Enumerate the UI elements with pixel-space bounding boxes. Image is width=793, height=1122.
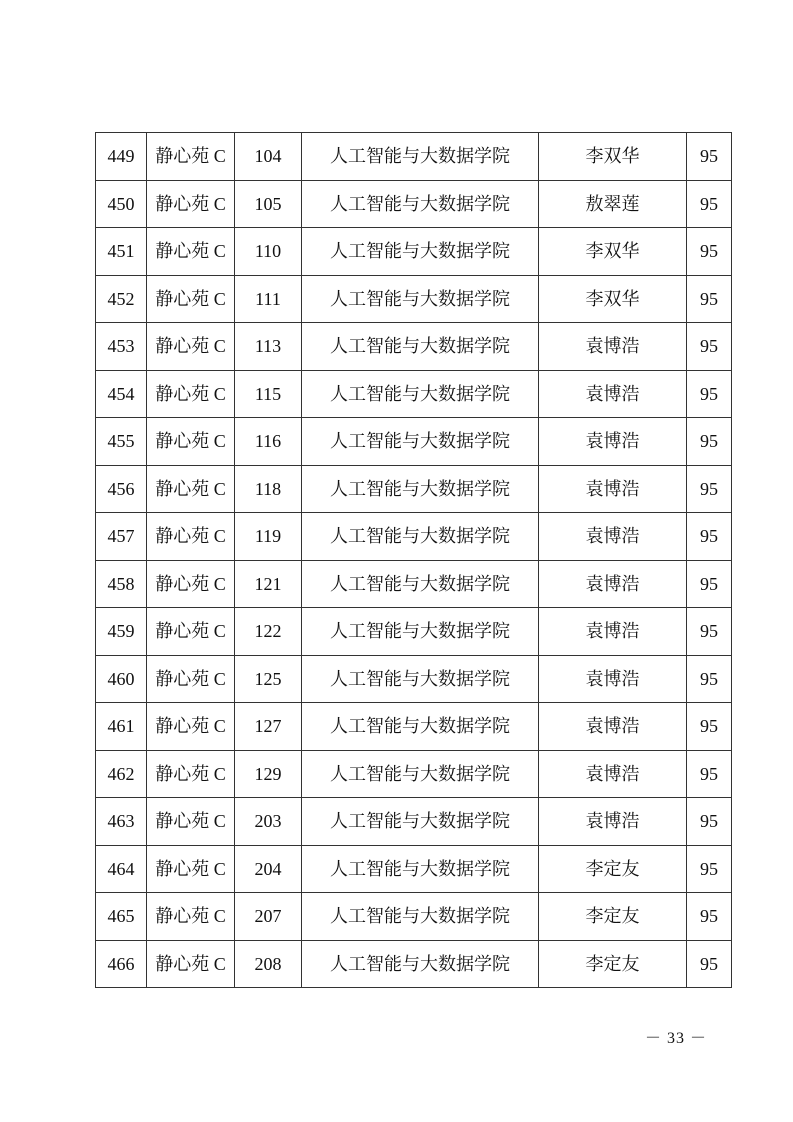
room-number-cell: 111 — [235, 275, 302, 323]
name-cell: 袁博浩 — [539, 418, 687, 466]
college-cell: 人工智能与大数据学院 — [302, 798, 539, 846]
row-number-cell: 457 — [96, 513, 147, 561]
score-cell: 95 — [687, 323, 732, 371]
name-cell: 李定友 — [539, 940, 687, 988]
page-number: － 33 － — [645, 1030, 708, 1047]
table-row — [96, 845, 732, 893]
room-number-cell: 104 — [235, 133, 302, 181]
college-cell: 人工智能与大数据学院 — [302, 180, 539, 228]
name-cell: 李定友 — [539, 845, 687, 893]
row-number-cell: 450 — [96, 180, 147, 228]
table-row — [96, 893, 732, 941]
name-cell: 李定友 — [539, 893, 687, 941]
building-cell: 静心苑 C — [147, 893, 235, 941]
name-cell: 袁博浩 — [539, 370, 687, 418]
score-cell: 95 — [687, 703, 732, 751]
table-row — [96, 418, 732, 466]
row-number-cell: 459 — [96, 608, 147, 656]
building-cell: 静心苑 C — [147, 465, 235, 513]
college-cell: 人工智能与大数据学院 — [302, 370, 539, 418]
score-cell: 95 — [687, 465, 732, 513]
building-cell: 静心苑 C — [147, 560, 235, 608]
college-cell: 人工智能与大数据学院 — [302, 655, 539, 703]
score-cell: 95 — [687, 370, 732, 418]
row-number-cell: 452 — [96, 275, 147, 323]
score-cell: 95 — [687, 655, 732, 703]
college-cell: 人工智能与大数据学院 — [302, 608, 539, 656]
row-number-cell: 460 — [96, 655, 147, 703]
building-cell: 静心苑 C — [147, 750, 235, 798]
table-row — [96, 750, 732, 798]
college-cell: 人工智能与大数据学院 — [302, 275, 539, 323]
room-number-cell: 113 — [235, 323, 302, 371]
name-cell: 袁博浩 — [539, 608, 687, 656]
score-cell: 95 — [687, 133, 732, 181]
name-cell: 袁博浩 — [539, 465, 687, 513]
row-number-cell: 449 — [96, 133, 147, 181]
building-cell: 静心苑 C — [147, 703, 235, 751]
score-cell: 95 — [687, 750, 732, 798]
building-cell: 静心苑 C — [147, 655, 235, 703]
room-number-cell: 116 — [235, 418, 302, 466]
college-cell: 人工智能与大数据学院 — [302, 560, 539, 608]
building-cell: 静心苑 C — [147, 275, 235, 323]
row-number-cell: 461 — [96, 703, 147, 751]
table-row — [96, 655, 732, 703]
row-number-cell: 465 — [96, 893, 147, 941]
name-cell: 李双华 — [539, 228, 687, 276]
table-row — [96, 133, 732, 181]
table-row — [96, 228, 732, 276]
room-number-cell: 129 — [235, 750, 302, 798]
row-number-cell: 451 — [96, 228, 147, 276]
table-row — [96, 323, 732, 371]
college-cell: 人工智能与大数据学院 — [302, 940, 539, 988]
name-cell: 袁博浩 — [539, 560, 687, 608]
score-cell: 95 — [687, 893, 732, 941]
name-cell: 李双华 — [539, 275, 687, 323]
room-number-cell: 203 — [235, 798, 302, 846]
building-cell: 静心苑 C — [147, 513, 235, 561]
building-cell: 静心苑 C — [147, 323, 235, 371]
college-cell: 人工智能与大数据学院 — [302, 703, 539, 751]
row-number-cell: 453 — [96, 323, 147, 371]
room-number-cell: 125 — [235, 655, 302, 703]
score-cell: 95 — [687, 513, 732, 561]
row-number-cell: 458 — [96, 560, 147, 608]
table-row — [96, 608, 732, 656]
building-cell: 静心苑 C — [147, 228, 235, 276]
table-row — [96, 370, 732, 418]
name-cell: 袁博浩 — [539, 703, 687, 751]
score-cell: 95 — [687, 228, 732, 276]
college-cell: 人工智能与大数据学院 — [302, 513, 539, 561]
building-cell: 静心苑 C — [147, 180, 235, 228]
room-number-cell: 121 — [235, 560, 302, 608]
dormitory-score-table — [95, 132, 732, 988]
name-cell: 袁博浩 — [539, 323, 687, 371]
building-cell: 静心苑 C — [147, 418, 235, 466]
row-number-cell: 462 — [96, 750, 147, 798]
building-cell: 静心苑 C — [147, 940, 235, 988]
college-cell: 人工智能与大数据学院 — [302, 750, 539, 798]
building-cell: 静心苑 C — [147, 798, 235, 846]
building-cell: 静心苑 C — [147, 370, 235, 418]
row-number-cell: 466 — [96, 940, 147, 988]
name-cell: 袁博浩 — [539, 513, 687, 561]
row-number-cell: 463 — [96, 798, 147, 846]
college-cell: 人工智能与大数据学院 — [302, 845, 539, 893]
row-number-cell: 456 — [96, 465, 147, 513]
table-row — [96, 513, 732, 561]
name-cell: 袁博浩 — [539, 798, 687, 846]
table-row — [96, 798, 732, 846]
row-number-cell: 454 — [96, 370, 147, 418]
room-number-cell: 118 — [235, 465, 302, 513]
building-cell: 静心苑 C — [147, 133, 235, 181]
building-cell: 静心苑 C — [147, 845, 235, 893]
table-body — [96, 133, 732, 988]
score-cell: 95 — [687, 418, 732, 466]
table-row — [96, 465, 732, 513]
college-cell: 人工智能与大数据学院 — [302, 893, 539, 941]
row-number-cell: 455 — [96, 418, 147, 466]
room-number-cell: 208 — [235, 940, 302, 988]
score-cell: 95 — [687, 845, 732, 893]
name-cell: 敖翠莲 — [539, 180, 687, 228]
room-number-cell: 122 — [235, 608, 302, 656]
name-cell: 李双华 — [539, 133, 687, 181]
college-cell: 人工智能与大数据学院 — [302, 465, 539, 513]
name-cell: 袁博浩 — [539, 655, 687, 703]
room-number-cell: 127 — [235, 703, 302, 751]
room-number-cell: 204 — [235, 845, 302, 893]
building-cell: 静心苑 C — [147, 608, 235, 656]
room-number-cell: 110 — [235, 228, 302, 276]
score-cell: 95 — [687, 560, 732, 608]
college-cell: 人工智能与大数据学院 — [302, 323, 539, 371]
row-number-cell: 464 — [96, 845, 147, 893]
table-row — [96, 940, 732, 988]
room-number-cell: 207 — [235, 893, 302, 941]
table-row — [96, 703, 732, 751]
table-row — [96, 275, 732, 323]
college-cell: 人工智能与大数据学院 — [302, 418, 539, 466]
score-cell: 95 — [687, 180, 732, 228]
room-number-cell: 119 — [235, 513, 302, 561]
room-number-cell: 115 — [235, 370, 302, 418]
college-cell: 人工智能与大数据学院 — [302, 133, 539, 181]
score-cell: 95 — [687, 798, 732, 846]
score-cell: 95 — [687, 608, 732, 656]
name-cell: 袁博浩 — [539, 750, 687, 798]
score-cell: 95 — [687, 275, 732, 323]
score-cell: 95 — [687, 940, 732, 988]
table-row — [96, 560, 732, 608]
table-row — [96, 180, 732, 228]
college-cell: 人工智能与大数据学院 — [302, 228, 539, 276]
room-number-cell: 105 — [235, 180, 302, 228]
